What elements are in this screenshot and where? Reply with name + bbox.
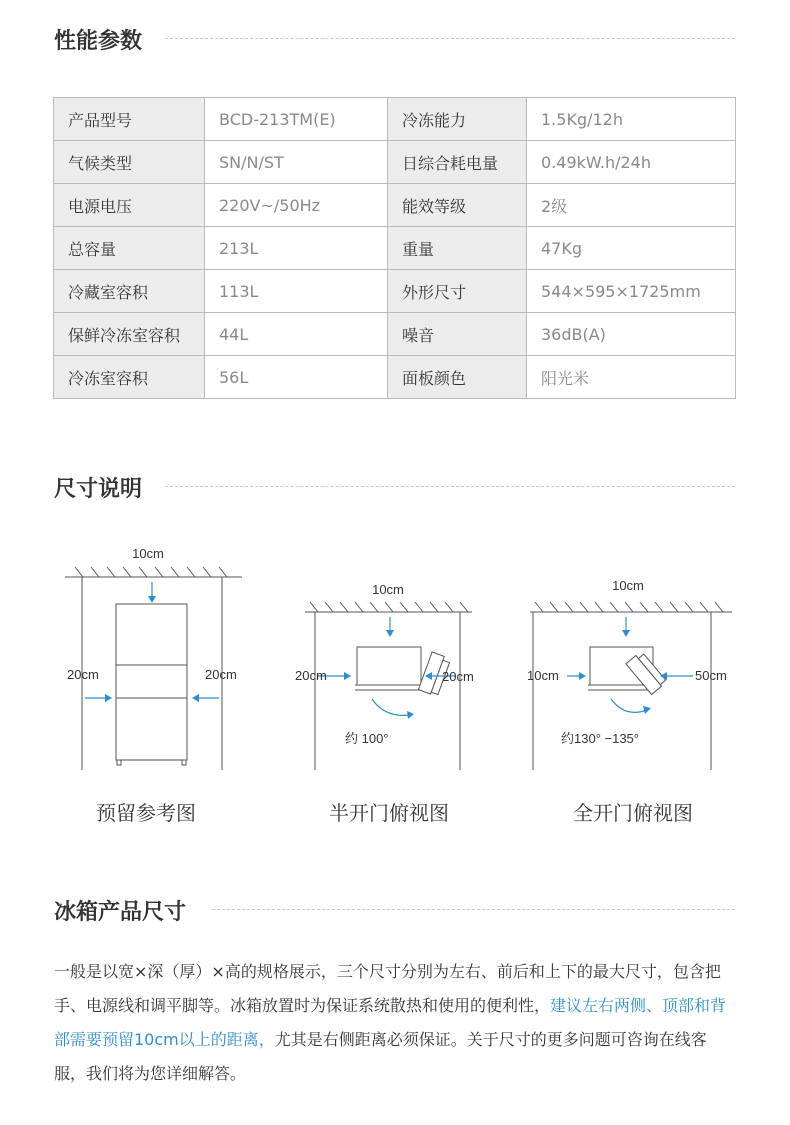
spec-value: SN/N/ST: [205, 141, 388, 184]
spec-table: [53, 97, 736, 399]
fridge-top-icon: [355, 647, 451, 696]
diagram-caption: 全开门俯视图: [573, 801, 693, 825]
gap-right-label: 20cm: [442, 669, 474, 684]
table-row: [54, 98, 736, 141]
spec-key: 产品型号: [54, 98, 205, 141]
spec-key: 冷藏室容积: [54, 270, 205, 313]
size-description-text: 一般是以宽×深（厚）×高的规格展示，三个尺寸分别为左右、前后和上下的最大尺寸，包含把手、电源线和调平脚等。冰箱放置时为保证系统散热和使用的便利性，: [54, 962, 721, 1015]
section-title-performance: 性能参数: [54, 29, 143, 54]
size-description-text: 尤其是右侧距离必须保证。关于尺寸的更多问题可咨询在线客服，我们将为您详细解答。: [54, 1030, 707, 1083]
full-open-top-view-diagram: [525, 530, 745, 780]
spec-value: 544×595×1725mm: [527, 270, 736, 313]
spec-key: 外形尺寸: [388, 270, 527, 313]
spec-value: 1.5Kg/12h: [527, 98, 736, 141]
diagram-caption: 预留参考图: [96, 801, 196, 825]
title-divider: [165, 38, 735, 39]
gap-right-label: 50cm: [695, 668, 727, 683]
spec-value: 0.49kW.h/24h: [527, 141, 736, 184]
spec-value: 36dB(A): [527, 313, 736, 356]
spec-value: 2级: [527, 184, 736, 227]
door-angle-label: 约 100°: [345, 731, 389, 746]
spec-key: 气候类型: [54, 141, 205, 184]
size-description: [54, 955, 738, 1091]
spec-value: BCD-213TM(E): [205, 98, 388, 141]
gap-top-label: 10cm: [372, 582, 404, 597]
table-row: [54, 184, 736, 227]
size-description-highlight: 建议左右两侧、顶部和背部需要预留10cm以上的距离，: [54, 996, 727, 1049]
spec-value: 213L: [205, 227, 388, 270]
spec-key: 面板颜色: [388, 356, 527, 399]
spec-value: 113L: [205, 270, 388, 313]
spec-key: 冷冻室容积: [54, 356, 205, 399]
section-title-fridge-size: 冰箱产品尺寸: [54, 900, 187, 925]
spec-key: 总容量: [54, 227, 205, 270]
fridge-front-icon: [116, 604, 187, 765]
gap-left-label: 10cm: [527, 668, 559, 683]
table-row: [54, 227, 736, 270]
gap-top-label: 10cm: [612, 578, 644, 593]
gap-left-label: 20cm: [67, 667, 99, 682]
spec-key: 噪音: [388, 313, 527, 356]
spec-key: 日综合耗电量: [388, 141, 527, 184]
spec-key: 保鲜冷冻室容积: [54, 313, 205, 356]
spec-value: 47Kg: [527, 227, 736, 270]
half-open-top-view-diagram: [290, 530, 490, 780]
table-row: [54, 141, 736, 184]
title-divider: [165, 486, 735, 487]
table-row: [54, 270, 736, 313]
fridge-top-icon: [588, 647, 667, 694]
door-angle-label: 约130° −135°: [561, 731, 639, 746]
spec-key: 冷冻能力: [388, 98, 527, 141]
spec-key: 电源电压: [54, 184, 205, 227]
section-title-dimensions: 尺寸说明: [54, 477, 143, 502]
spec-key: 能效等级: [388, 184, 527, 227]
table-row: [54, 356, 736, 399]
gap-top-label: 10cm: [132, 546, 164, 561]
table-row: [54, 313, 736, 356]
spec-value: 44L: [205, 313, 388, 356]
gap-left-label: 20cm: [295, 668, 327, 683]
spec-key: 重量: [388, 227, 527, 270]
title-divider: [212, 909, 735, 910]
spec-value: 56L: [205, 356, 388, 399]
gap-right-label: 20cm: [205, 667, 237, 682]
spec-value: 阳光米: [527, 356, 736, 399]
reserve-reference-diagram: [55, 530, 255, 780]
spec-value: 220V~/50Hz: [205, 184, 388, 227]
diagram-caption: 半开门俯视图: [329, 801, 449, 825]
